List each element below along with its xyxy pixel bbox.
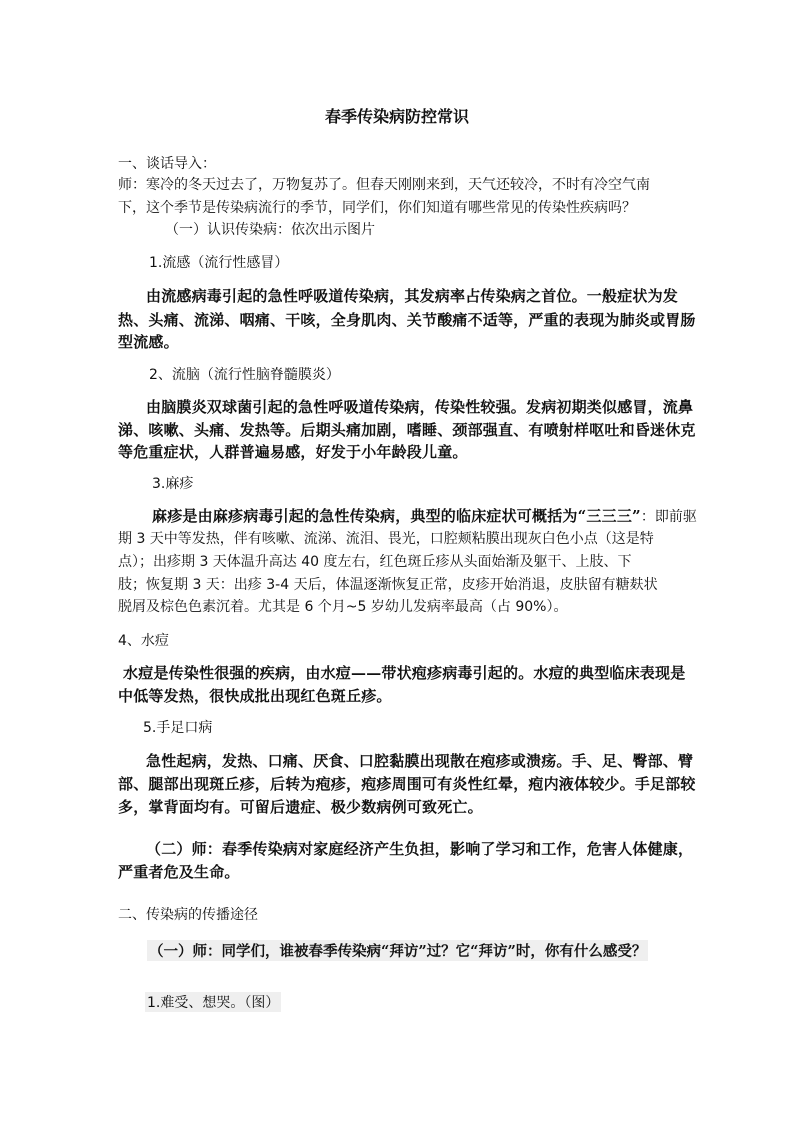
disease-2-text-line: 等危重症状，人群普遍易感，好发于小年龄段儿童。: [118, 443, 468, 461]
disease-3-text-line: 脱屑及棕色色素沉着。尤其是 6 个月~5 岁幼儿发病率最高（占 90%）。: [118, 599, 568, 615]
disease-5-text-line: 急性起病，发热、口痛、厌食、口腔黏膜出现散在疱疹或溃疡。手、足、臀部、臂: [146, 752, 694, 770]
disease-5-text-line: 部、腿部出现斑丘疹，后转为疱疹，疱疹周围可有炎性红晕，疱内液体较少。手足部较: [118, 775, 696, 793]
disease-1-heading: 1.流感（流行性感冒）: [149, 255, 289, 271]
disease-2-text-line: 涕、咳嗽、头痛、发热等。后期头痛加剧，嗜睡、颈部强直、有喷射样呕吐和昏迷休克: [118, 421, 696, 439]
subsection-1-heading: （一）认识传染病：依次出示图片: [165, 222, 375, 238]
subsection-2-line: 严重者危及生命。: [118, 863, 240, 881]
subsection-2-line: （二）师：春季传染病对家庭经济产生负担，影响了学习和工作，危害人体健康，: [146, 840, 694, 858]
section-2-heading: 二、传染病的传播途径: [118, 907, 258, 923]
section-2-question: （一）师：同学们，谁被春季传染病“拜访”过？它“拜访”时，你有什么感受？: [147, 940, 648, 961]
disease-3-text-line: 期 3 天中等发热，伴有咳嗽、流涕、流泪、畏光，口腔颊粘膜出现灰白色小点（这是特: [118, 531, 654, 547]
disease-3-first-line: [152, 505, 697, 526]
intro-line-1: 师：寒冷的冬天过去了，万物复苏了。但春天刚刚来到，天气还较冷，不时有冷空气南: [118, 177, 650, 193]
disease-3-text-line: 点）；出疹期 3 天体温升高达 40 度左右，红色斑丘疹从头面始渐及躯干、上肢、下: [118, 554, 632, 570]
disease-1-text-line: 热、头痛、流涕、咽痛、干咳，全身肌肉、关节酸痛不适等，严重的表现为肺炎或胃肠: [118, 311, 696, 329]
disease-1-text-line: 由流感病毒引起的急性呼吸道传染病，其发病率占传染病之首位。一般症状为发: [146, 287, 679, 305]
intro-line-2: 下，这个季节是传染病流行的季节，同学们，你们知道有哪些常见的传染性疾病吗？: [118, 200, 636, 216]
disease-2-heading: 2、流脑（流行性脑脊髓膜炎）: [149, 367, 340, 383]
disease-3-heading: 3.麻疹: [152, 476, 194, 492]
disease-4-text-line: 水痘是传染性很强的疾病，由水痘——带状疱疹病毒引起的。水痘的典型临床表现是: [123, 664, 686, 682]
disease-1-text-line: 型流感。: [118, 333, 179, 351]
disease-3-text-line: 肢；恢复期 3 天：出疹 3-4 天后，体温逐渐恢复正常，皮疹开始消退，皮肤留有糖麸状: [118, 577, 658, 593]
disease-5-text-line: 多，掌背面均有。可留后遗症、极少数病例可致死亡。: [118, 798, 483, 816]
disease-3-lead-rest: ：即前驱: [640, 509, 697, 525]
section-1-heading: 一、谈话导入：: [118, 156, 216, 172]
disease-4-text-line: 中低等发热，很快成批出现红色斑丘疹。: [118, 687, 392, 705]
page-title: 春季传染病防控常识: [324, 107, 469, 126]
disease-3-bold-lead: 麻疹是由麻疹病毒引起的急性传染病，典型的临床症状可概括为“三三三”: [152, 507, 641, 525]
section-2-item-1: 1.难受、想哭。（图）: [145, 992, 281, 1012]
disease-2-text-line: 由脑膜炎双球菌引起的急性呼吸道传染病，传染性较强。发病初期类似感冒，流鼻: [146, 398, 694, 416]
disease-5-heading: 5.手足口病: [143, 720, 213, 736]
disease-4-heading: 4、水痘: [118, 633, 169, 649]
